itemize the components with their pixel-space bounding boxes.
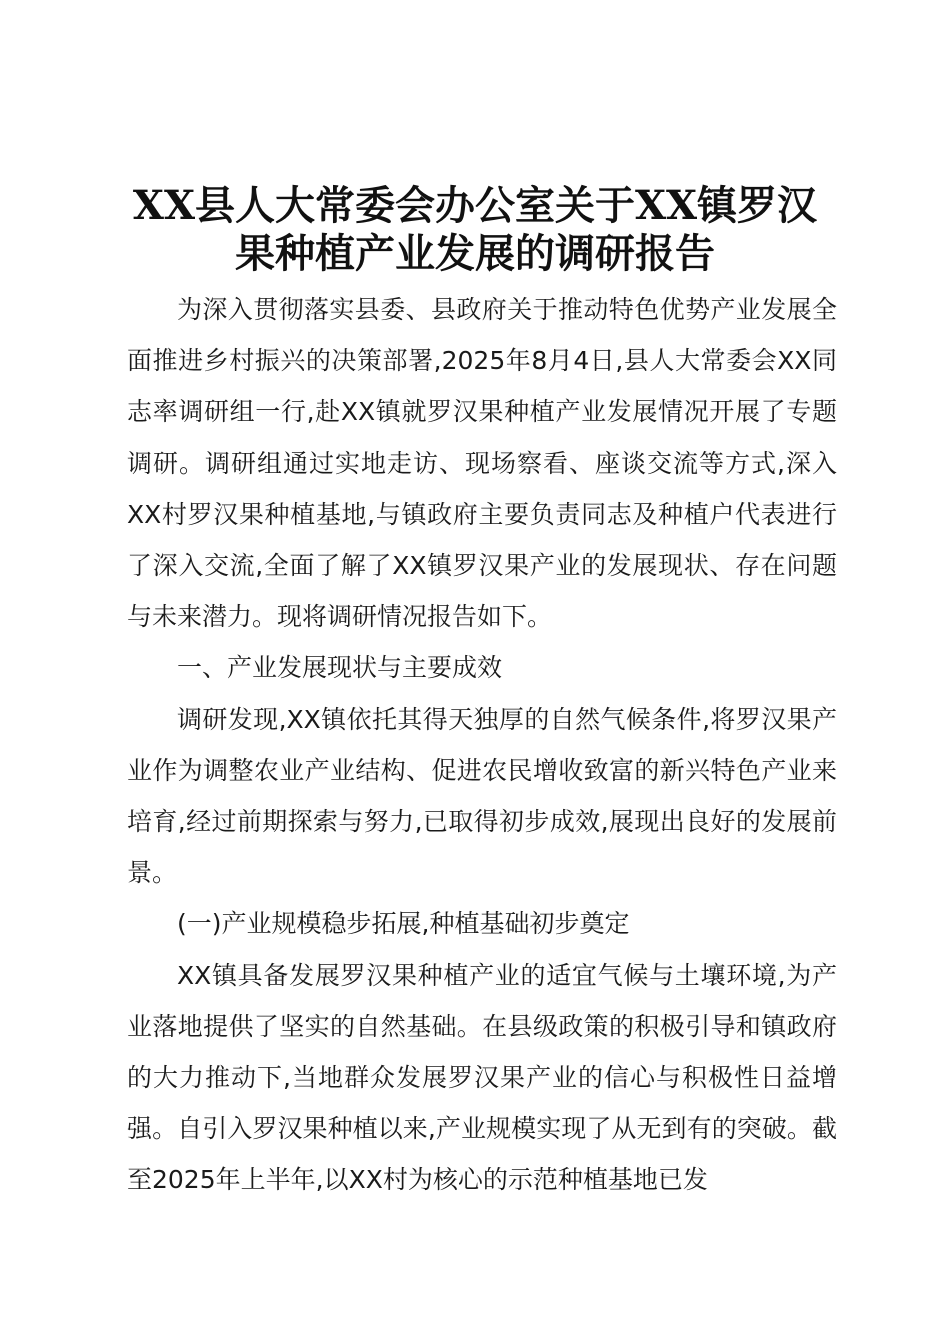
subsection-paragraph: XX镇具备发展罗汉果种植产业的适宜气候与土壤环境,为产业落地提供了坚实的自然基础。在县级政策的积极引导和镇政府的大力推动下,当地群众发展罗汉果产业的信心与积极性日益增强。自引入罗汉果种植以来,产业规模实现了从无到有的突破。截至2025年上半年,以XX村为核心的示范种植基地已发 <box>127 960 837 1195</box>
document-body <box>127 284 837 1206</box>
intro-paragraph: 为深入贯彻落实县委、县政府关于推动特色优势产业发展全面推进乡村振兴的决策部署,2025年8月4日,县人大常委会XX同志率调研组一行,赴XX镇就罗汉果种植产业发展情况开展了专题调研。调研组通过实地走访、现场察看、座谈交流等方式,深入XX村罗汉果种植基地,与镇政府主要负责同志及种植户代表进行了深入交流,全面了解了XX镇罗汉果产业的发展现状、存在问题与未来潜力。现将调研情况报告如下。 <box>127 295 837 632</box>
section-paragraph: 调研发现,XX镇依托其得天独厚的自然气候条件,将罗汉果产业作为调整农业产业结构、促进农民增收致富的新兴特色产业来培育,经过前期探索与努力,已取得初步成效,展现出良好的发展前景。 <box>127 704 837 888</box>
document-title: XX县人大常委会办公室关于XX镇罗汉果种植产业发展的调研报告 <box>132 182 818 277</box>
subsection-heading: (一)产业规模稳步拓展,种植基础初步奠定 <box>177 909 630 939</box>
section-heading: 一、产业发展现状与主要成效 <box>177 653 503 683</box>
